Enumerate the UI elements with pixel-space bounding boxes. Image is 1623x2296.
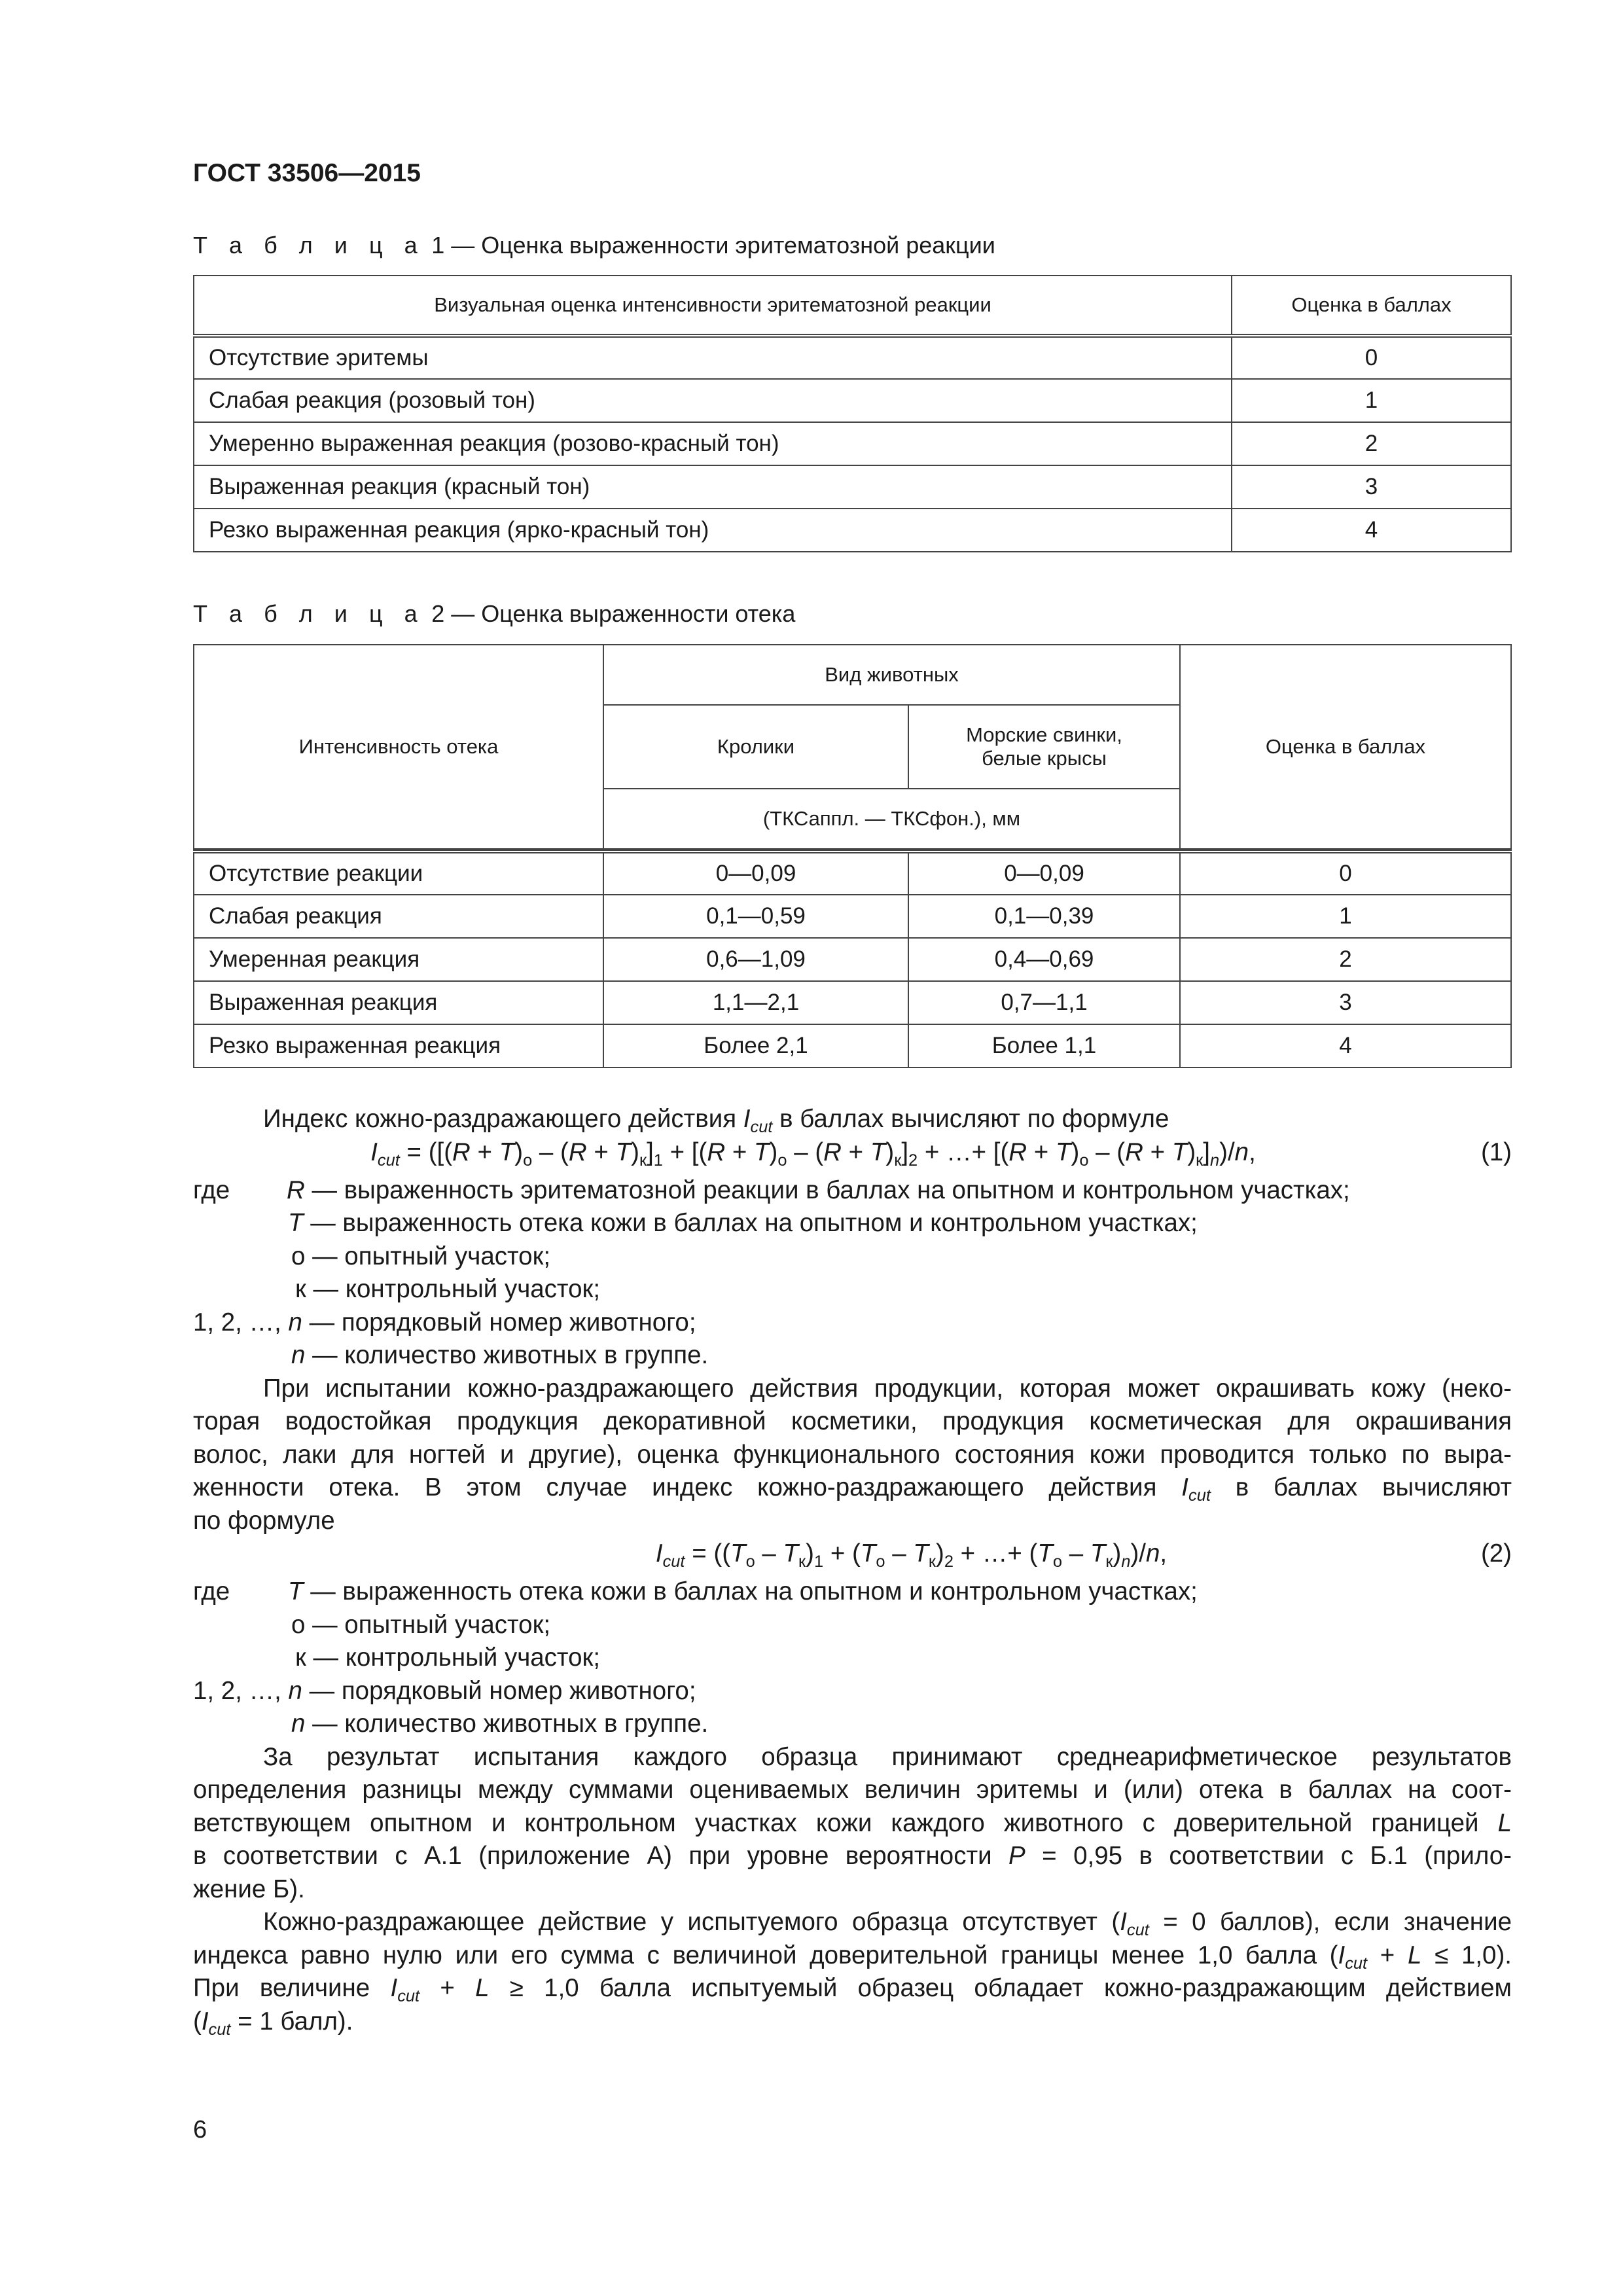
where-line: n — количество животных в группе. [291,1710,709,1738]
table-row [194,336,1511,379]
table-row [194,422,1511,465]
table-cell: 0,7—1,1 [908,981,1180,1024]
table-cell: Более 2,1 [603,1024,908,1067]
table-row [194,981,1511,1024]
table2-header-guinea: Морские свинки, белые крысы [908,705,1180,789]
table-cell: 0—0,09 [603,852,908,895]
table2-header-rabbits: Кролики [603,705,908,789]
formula-1: $I_{cut} = ([(R + T)_о - (R + T)_к]_1 + [(R + T)_о - (R + T)_к]_2$ + …+ $[(R + T)_о - (R + T)_к]_n)/n$, (1) [193,1136,1512,1174]
table1-header-score: Оценка в баллах [1232,276,1511,336]
table-cell: 1 [1180,895,1511,938]
table-cell: 3 [1232,465,1511,509]
paragraph-4: Кожно-раздражающее действие у испытуемого образца отсутствует ($I_{cut} = 0$ баллов), если значение [263,1908,1512,1940]
where-line: T — выраженность отека кожи в баллах на опытном и контрольном участках; [288,1209,1198,1237]
table-cell: 0 [1180,852,1511,895]
table1-header-visual: Визуальная оценка интенсивности эритематозной реакции [194,276,1232,336]
where-line: к — контрольный участок; [295,1643,601,1672]
table1 [193,275,1512,552]
table-row [194,1024,1511,1067]
table-cell: 4 [1180,1024,1511,1067]
paragraph-2-line: женности отека. В этом случае индекс кожно-раздражающего действия $I_{cut}$ в баллах вычисляют [193,1473,1512,1505]
formula-1-number: (1) [1480,1138,1512,1166]
table2-caption: Т а б л и ц а 2 — Оценка выраженности отека [193,600,796,627]
table-cell: Выраженная реакция [194,981,603,1024]
table-cell: 3 [1180,981,1511,1024]
table1-header-row [194,276,1511,336]
table-cell: Отсутствие реакции [194,852,603,895]
table-cell: 0,1—0,39 [908,895,1180,938]
formula-2-number: (2) [1480,1539,1512,1568]
paragraph-3: За результат испытания каждого образца принимают среднеарифметическое результатов [263,1742,1512,1771]
table-cell: Более 1,1 [908,1024,1180,1067]
table-cell: Слабая реакция [194,895,603,938]
table-cell: Слабая реакция (розовый тон) [194,379,1232,422]
table-cell: 2 [1180,938,1511,981]
paragraph-2-line: по формуле [193,1506,335,1535]
table-cell: 0,4—0,69 [908,938,1180,981]
table-cell: 2 [1232,422,1511,465]
paragraph-4-line: При величине $I_{cut} + L \ge 1,0$ балла испытуемый образец обладает кожно-раздражающим действием [193,1974,1512,2006]
table-row [194,895,1511,938]
table-row [194,852,1511,895]
where-line: где T — выраженность отека кожи в баллах на опытном и контрольном участках; [193,1577,1198,1605]
table-cell: 4 [1232,509,1511,552]
table2-header-score: Оценка в баллах [1180,645,1511,849]
table-cell: 1,1—2,1 [603,981,908,1024]
where-line: к — контрольный участок; [295,1275,601,1303]
table-cell: Резко выраженная реакция (ярко-красный тон) [194,509,1232,552]
table-cell: 1 [1232,379,1511,422]
table-cell: Умеренная реакция [194,938,603,981]
where-line: о — опытный участок; [291,1610,551,1639]
body-text [193,1103,1512,2038]
where-line: 1, 2, …, n — порядковый номер животного; [193,1308,696,1336]
formula-2: $I_{cut} = ((T_о - T_к)_1 + (T_о - T_к)_2$ + …+ $(T_о - T_к)_n)/n$, (2) [193,1537,1512,1575]
table-cell: 0,1—0,59 [603,895,908,938]
paragraph-3-line: жение Б). [193,1874,305,1903]
intro-paragraph-1: Индекс кожно-раздражающего действия $I_{cut}$ в баллах вычисляют по формуле [263,1105,1169,1137]
table2-header-row-1 [194,645,1511,705]
table2 [193,644,1512,1068]
where-line: n — количество животных в группе. [291,1341,709,1369]
table-cell: Отсутствие эритемы [194,336,1232,379]
paragraph-3-line: в соответствии с А.1 (приложение А) при уровне вероятности P = 0,95 в соответствии с Б.1 (прило- [193,1842,1512,1870]
table-row [194,938,1511,981]
where-line: о — опытный участок; [291,1242,551,1270]
table-row [194,465,1511,509]
table1-caption: Т а б л и ц а 1 — Оценка выраженности эритематозной реакции [193,232,995,259]
paragraph-3-line: ветствующем опытном и контрольном участках кожи каждого животного с доверительной границей L [193,1808,1512,1837]
table-cell: Умеренно выраженная реакция (розово-красный тон) [194,422,1232,465]
table-cell: 0—0,09 [908,852,1180,895]
standard-designation: ГОСТ 33506—2015 [193,159,421,187]
paragraph-2: При испытании кожно-раздражающего действия продукции, которая может окрашивать кожу (неко- [263,1374,1512,1403]
paragraph-2-line: торая водостойкая продукция декоративной косметики, продукция косметическая для окрашивания [193,1407,1512,1435]
paragraph-4-line: индекса равно нулю или его сумма с величиной доверительной границы менее 1,0 балла $(I_{cut} + L \le 1,0)$. [193,1941,1512,1973]
page-number: 6 [193,2116,207,2144]
table2-header-units: (ТКСаппл. — ТКСфон.), мм [603,789,1180,849]
paragraph-4-line: ($I_{cut} = 1$ балл). [193,2007,353,2039]
table-row [194,379,1511,422]
table-cell: 0 [1232,336,1511,379]
table2-header-animals: Вид животных [603,645,1180,705]
table2-header-intensity: Интенсивность отека [194,645,603,849]
table-row [194,509,1511,552]
paragraph-3-line: определения разницы между суммами оцениваемых величин эритемы и (или) отека в баллах на соот- [193,1776,1512,1804]
where-line: 1, 2, …, n — порядковый номер животного; [193,1676,696,1705]
paragraph-2-line: волос, лаки для ногтей и другие), оценка функционального состояния кожи проводится только по выра- [193,1440,1512,1469]
table-cell: Резко выраженная реакция [194,1024,603,1067]
table-cell: 0,6—1,09 [603,938,908,981]
table-cell: Выраженная реакция (красный тон) [194,465,1232,509]
where-line: где R — выраженность эритематозной реакции в баллах на опытном и контрольном участках; [193,1175,1350,1204]
